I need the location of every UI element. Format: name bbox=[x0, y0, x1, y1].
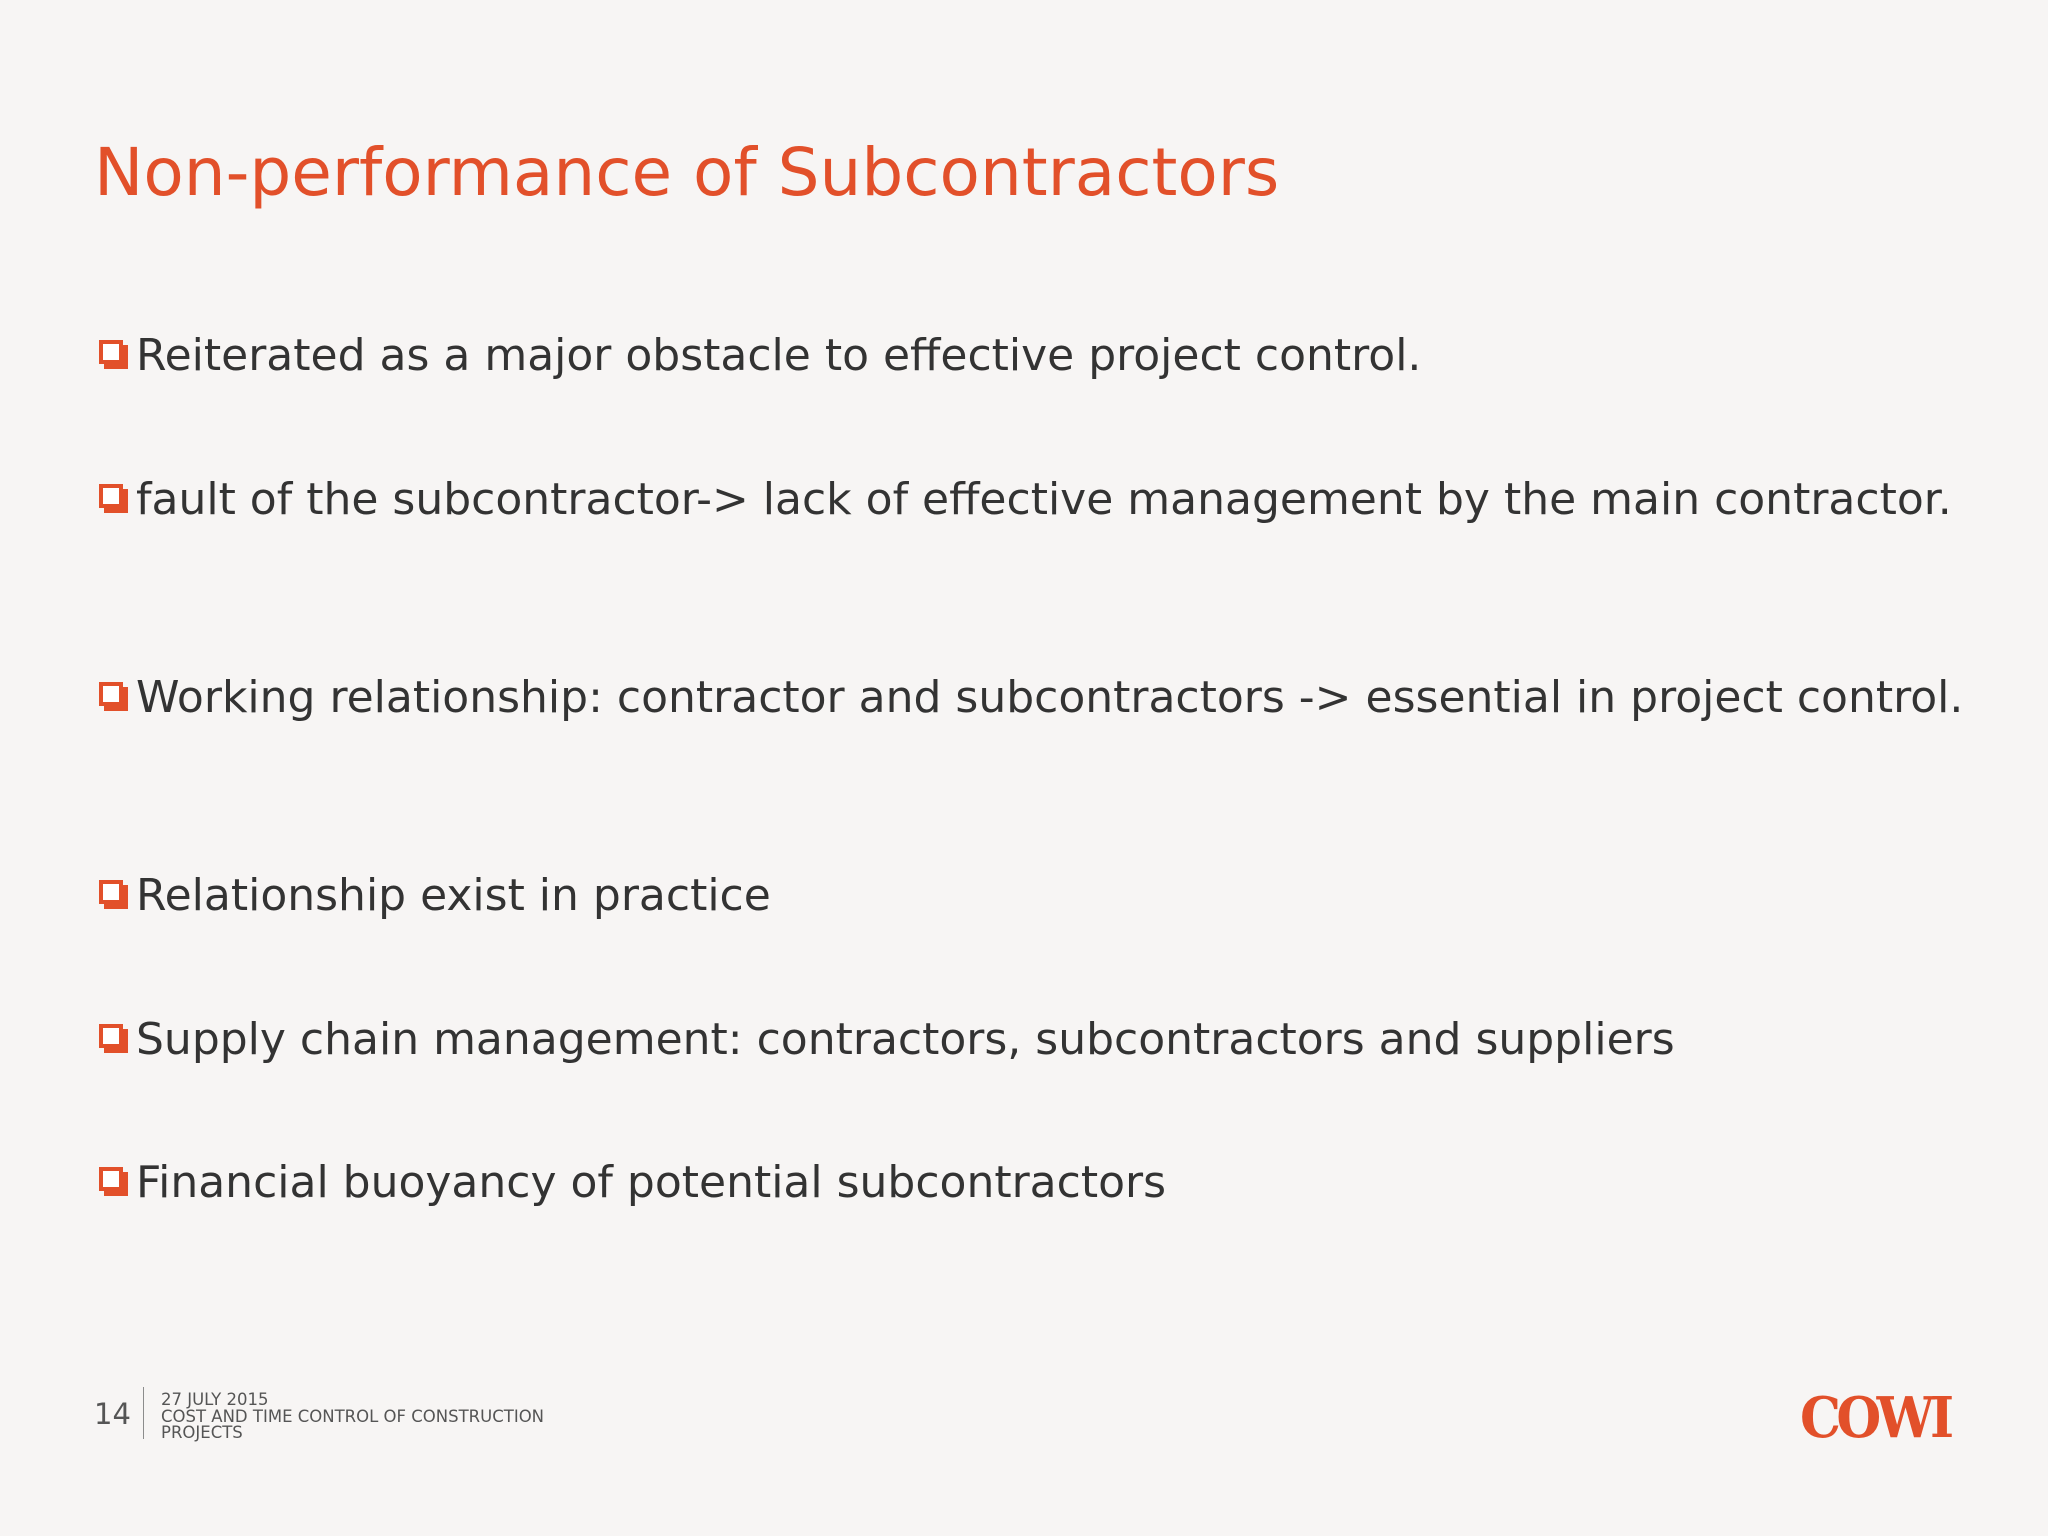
bullet-item bbox=[97, 868, 1977, 923]
footer-info bbox=[161, 1392, 601, 1442]
checkbox-square-icon bbox=[99, 682, 123, 706]
bullet-text: Working relationship: contractor and subcontractors -> essential in project control. bbox=[136, 672, 1964, 723]
checkbox-square-icon bbox=[99, 340, 123, 364]
checkbox-square-icon bbox=[99, 1167, 123, 1191]
bullet-item bbox=[97, 670, 1977, 725]
bullet-text: Supply chain management: contractors, subcontractors and suppliers bbox=[136, 1014, 1675, 1065]
bullet-text: fault of the subcontractor-> lack of effective management by the main contractor. bbox=[136, 474, 1952, 525]
bullet-item bbox=[97, 1155, 1977, 1210]
bullet-text: Financial buoyancy of potential subcontractors bbox=[136, 1157, 1167, 1208]
bullet-item bbox=[97, 328, 1977, 383]
bullet-text: Reiterated as a major obstacle to effective project control. bbox=[136, 330, 1422, 381]
bullet-item bbox=[97, 472, 1977, 527]
slide-title: Non-performance of Subcontractors bbox=[94, 134, 1280, 211]
checkbox-square-icon bbox=[99, 484, 123, 508]
cowi-logo: COWI bbox=[1800, 1385, 1950, 1451]
checkbox-square-icon bbox=[99, 880, 123, 904]
checkbox-square-icon bbox=[99, 1024, 123, 1048]
footer-divider bbox=[143, 1387, 144, 1439]
page-number: 14 bbox=[94, 1397, 131, 1431]
footer-presentation-title: COST AND TIME CONTROL OF CONSTRUCTION PROJECTS bbox=[161, 1406, 545, 1442]
bullet-item bbox=[97, 1012, 1977, 1067]
footer-date: 27 JULY 2015 bbox=[161, 1390, 269, 1409]
bullet-text: Relationship exist in practice bbox=[136, 870, 771, 921]
